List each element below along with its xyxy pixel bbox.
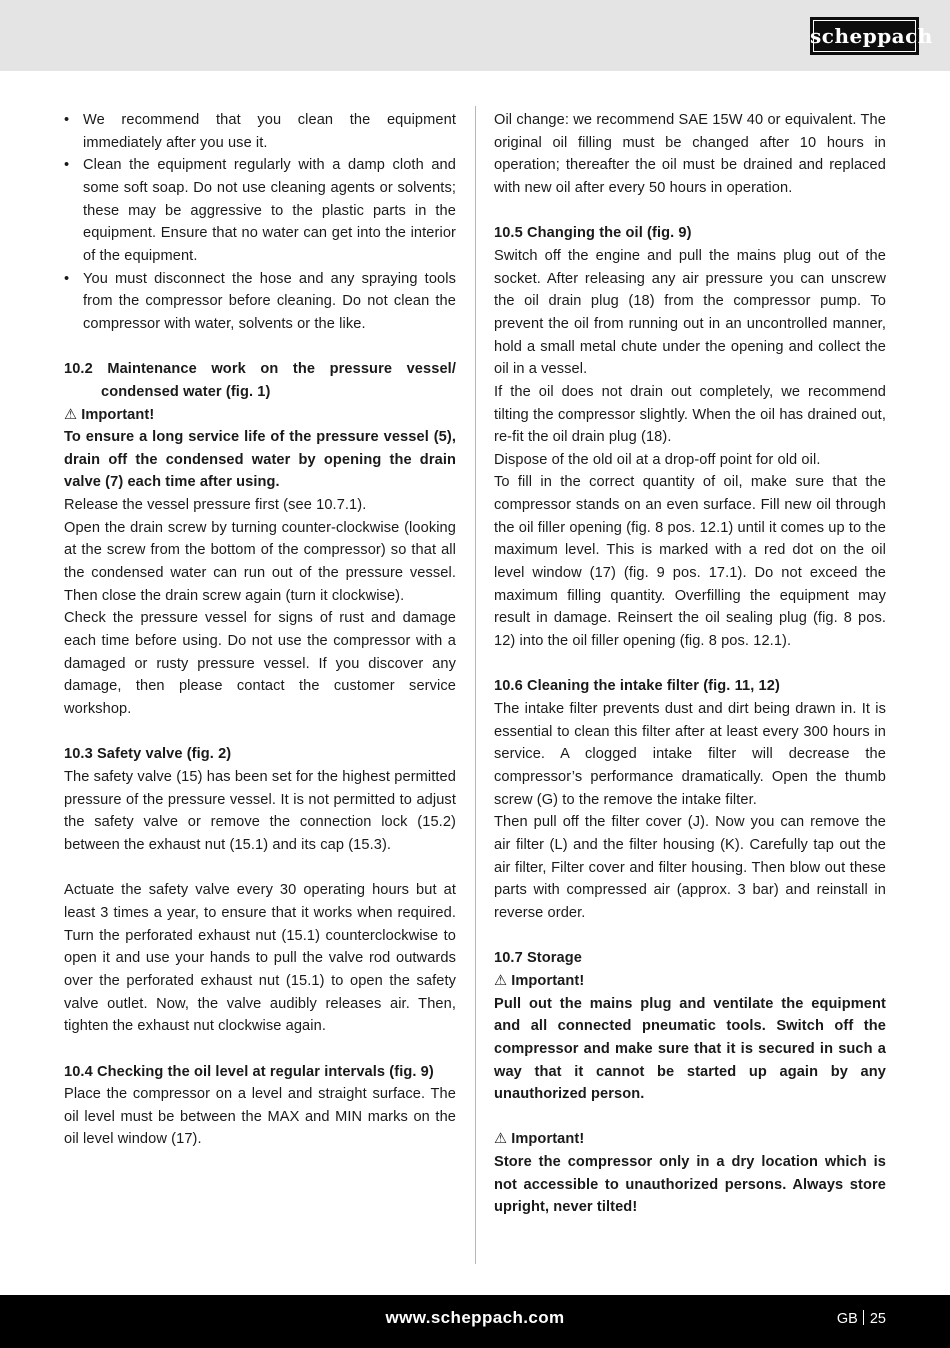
paragraph: If the oil does not drain out completely, we recommend tilting the compressor slightly. When the oil has drained out, re-fit the oil drain plug (18). [494, 383, 886, 446]
paragraph: Place the compressor on a level and straight surface. The oil level must be between the MAX and MIN marks on the oil level window (17). [64, 1086, 456, 1148]
warning-note [494, 970, 886, 993]
page-number [837, 1310, 886, 1327]
list-item: • Clean the equipment regularly with a damp cloth and some soft soap. Do not use cleaning agents or solvents; these may be aggressive to the plastic parts in the equipment. Ensure that no water can get into the interior of the equipment. [64, 154, 456, 267]
page-number-value: 25 [869, 1311, 886, 1327]
paragraph: Release the vessel pressure first (see 10.7.1). [64, 497, 367, 514]
paragraph: To fill in the correct quantity of oil, make sure that the compressor stands on an even surface. Fill new oil through the oil filler opening (fig. 8 pos. 12.1) until it comes up to the maximum level. This is marked with a red dot on the oil level window (17) (fig. 9 pos. 17.1). Do not exceed the maximum filling quantity. Overfilling the equipment may result in damage. Reinsert the oil sealing plug (fig. 8 pos. 12) into the oil filler opening (fig. 8 pos. 12.1). [494, 474, 886, 650]
warning-text: Store the compressor only in a dry location which is not accessible to unauthorized persons. Always store upright, never tilted! [494, 1154, 886, 1216]
paragraph: The safety valve (15) has been set for the highest permitted pressure of the pressure vessel. It is not permitted to adjust the safety valve or remove the connection lock (15.2) between the exhaust nut (15.1) and its cap (15.3). [64, 769, 456, 853]
scheppach-logo: scheppach [810, 17, 919, 55]
cleaning-bullet-list [64, 109, 456, 336]
paragraph: Open the drain screw by turning counter-clockwise (looking at the screw from the bottom of the compressor) so that all the condensed water can run out of the pressure vessel. Then close the drain screw again (turn it clockwise). [64, 519, 456, 604]
warning-triangle-icon: ⚠ [64, 406, 78, 423]
section-heading-10-5: 10.5 Changing the oil (fig. 9) [494, 225, 692, 242]
language-code: GB [836, 1311, 858, 1327]
warning-note [494, 1128, 886, 1151]
section-heading-10-6: 10.6 Cleaning the intake filter (fig. 11, 12) [494, 678, 780, 695]
paragraph: Switch off the engine and pull the mains plug out of the socket. After releasing any air pressure you can unscrew the oil drain plug (18) from the compressor pump. To prevent the oil from running out in an uncontrolled manner, hold a small metal chute under the opening and collect the oil in a vessel. [494, 247, 886, 378]
warning-triangle-icon: ⚠ [494, 972, 508, 989]
list-item: • We recommend that you clean the equipment immediately after you use it. [64, 109, 456, 154]
page-header [0, 0, 950, 71]
warning-text: To ensure a long service life of the pressure vessel (5), drain off the condensed water by opening the drain valve (7) each time after using. [64, 429, 456, 491]
warning-label: Important! [511, 972, 585, 989]
warning-note [64, 404, 456, 427]
column-divider [475, 106, 476, 1264]
page-footer [0, 1295, 950, 1348]
paragraph: Actuate the safety valve every 30 operating hours but at least 3 times a year, to ensure that it works when required. Turn the perforated exhaust nut (15.1) counterclockwise to open it and use your hands to pull the valve rod outwards over the perforated exhaust nut (15.1) to open the safety valve outlet. Now, the valve audibly releases air. Then, tighten the exhaust nut clockwise again. [64, 882, 456, 1035]
left-column [64, 109, 456, 1151]
paragraph: Then pull off the filter cover (J). Now you can remove the air filter (L) and the filter housing (K). Carefully tap out the air filter, Filter cover and filter housing. Then blow out these parts with compressed air (approx. 3 bar) and reinstall in reverse order. [494, 814, 886, 921]
section-heading-10-2: 10.2 Maintenance work on the pressure vessel/ condensed water (fig. 1) [64, 361, 456, 400]
section-heading-10-7: 10.7 Storage [494, 950, 582, 967]
paragraph: Dispose of the old oil at a drop-off point for old oil. [494, 451, 821, 468]
warning-label: Important! [81, 406, 155, 423]
warning-triangle-icon: ⚠ [494, 1131, 508, 1148]
warning-text: Pull out the mains plug and ventilate the equipment and all connected pneumatic tools. Switch off the compressor and make sure that it is secured in such a way that it cannot be started up again by any unauthorized person. [494, 995, 886, 1103]
paragraph: Oil change: we recommend SAE 15W 40 or equivalent. The original oil filling must be changed after 10 hours in operation; thereafter the oil must be drained and replaced with new oil after every 50 hours in operation. [494, 112, 886, 196]
website-link[interactable]: www.scheppach.com [385, 1308, 565, 1327]
section-heading-10-4: 10.4 Checking the oil level at regular intervals (fig. 9) [64, 1063, 434, 1080]
right-column [494, 109, 886, 1219]
paragraph: The intake filter prevents dust and dirt being drawn in. It is essential to clean this filter after at least every 300 hours in service. A clogged intake filter will decrease the compressor’s performance dramatically. Open the thumb screw (G) to the remove the intake filter. [494, 701, 886, 808]
paragraph: Check the pressure vessel for signs of rust and damage each time before using. Do not use the compressor with a damaged or rusty pressure vessel. If you discover any damage, then please contact the customer service workshop. [64, 610, 456, 718]
section-heading-10-3: 10.3 Safety valve (fig. 2) [64, 746, 232, 763]
list-item: • You must disconnect the hose and any spraying tools from the compressor before cleaning. Do not clean the compressor with water, solvents or the like. [64, 268, 456, 336]
warning-label: Important! [511, 1131, 585, 1148]
